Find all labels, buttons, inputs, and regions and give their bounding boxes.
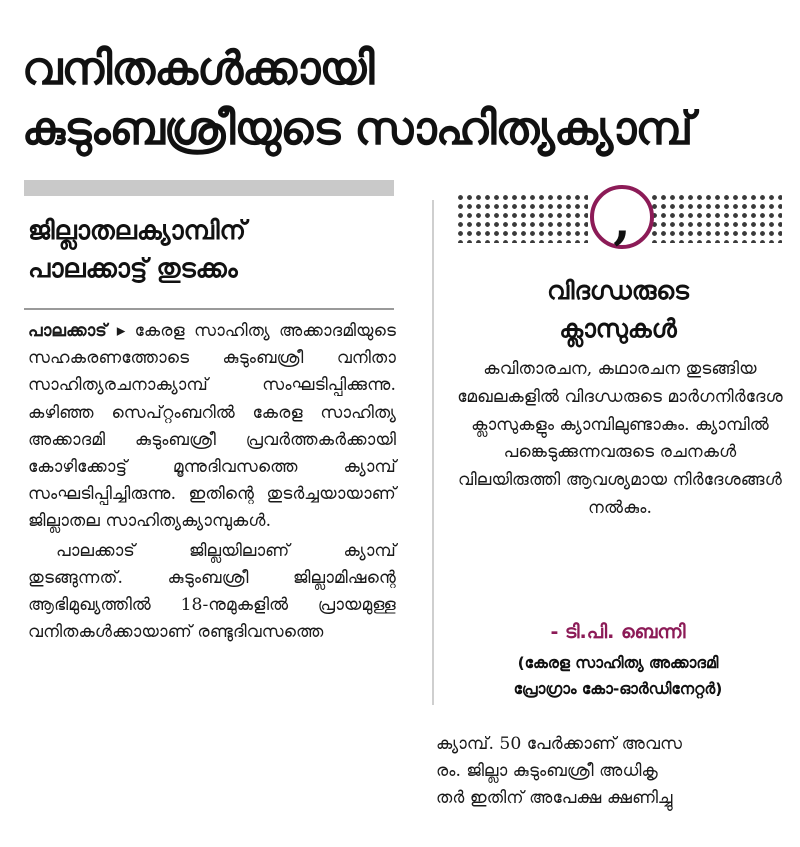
sidebar-quote-text: കവിതാരചന, കഥാരചന തുടങ്ങിയ മേഖലകളിൽ വിദഗ്ധരുടെ മാർഗനിർദേശ ക്ലാസുകളും ക്യാമ്പിലുണ്ടാകും. ക്യാമ്പിൽ പങ്കെടുക്കുന്നവരുടെ രചനകൾ വിലയിരുത്തി ആവശ്യമായ നിർദേശങ്ങൾ നൽകും. <box>457 359 783 518</box>
headline <box>22 38 800 158</box>
article-paragraph-2: പാലക്കാട് ജില്ലയിലാണ് ക്യാമ്പ് തുടങ്ങുന്നത്. കുടുംബശ്രീ ജില്ലാമിഷന്റെ ആഭിമുഖ്യത്തിൽ 18-നുമുകളിൽ പ്രായമുള്ള വനിതകൾക്കായാണ് രണ്ടുദിവസത്തെ <box>28 540 396 643</box>
article-paragraph-1 <box>28 318 396 536</box>
article-body <box>28 318 396 646</box>
continuation-line-2: രം. ജില്ലാ കുടുംബശ്രീ അധികൃ <box>436 761 658 782</box>
dot-pattern-right <box>650 193 782 243</box>
byline-role-line-2: പ്രോഗ്രാം കോ-ഓർഡിനേറ്റർ) <box>513 680 723 698</box>
headline-line-1: വനിതകൾക്കായി <box>22 41 374 95</box>
headline-line-2: കുടുംബശ്രീയുടെ സാഹിത്യക്യാമ്പ് <box>22 101 693 155</box>
dateline: പാലക്കാട് ▸ <box>28 321 126 341</box>
byline-role <box>448 650 788 702</box>
subhead-divider <box>24 308 394 310</box>
quote-glyph: , <box>613 191 631 250</box>
sidebar-title-line-1: വിദഗ്ധരുടെ <box>547 276 689 305</box>
subheadline <box>28 212 398 288</box>
quote-mark-icon <box>590 185 654 249</box>
subheadline-line-2: പാലക്കാട്ട് തുടക്കം <box>28 254 238 284</box>
sidebar-title-line-2: ക്ലാസുകൾ <box>559 314 677 343</box>
dot-pattern-left <box>456 193 588 243</box>
section-divider-bar <box>24 180 394 196</box>
continuation-line-1: ക്യാമ്പ്. 50 പേർക്കാണ് അവസ <box>436 734 683 754</box>
column-divider <box>432 200 434 705</box>
continuation-line-3: തർ ഇതിന് അപേക്ഷ ക്ഷണിച്ചു <box>436 788 673 809</box>
byline-name: - ടി.പി. ബെന്നി <box>550 621 686 643</box>
byline-role-line-1: (കേരള സാഹിത്യ അക്കാദമി <box>517 654 719 672</box>
article-continuation <box>436 731 800 813</box>
article-paragraph-1-text: കേരള സാഹിത്യ അക്കാദമിയുടെ സഹകരണത്തോടെ കുടുംബശ്രീ വനിതാ സാഹിത്യരചനാക്യാമ്പ് സംഘടിപ്പിക്കുന്നു. കഴിഞ്ഞ സെപ്റ്റംബറിൽ കേരള സാഹിത്യ അക്കാദമി കുടുംബശ്രീ പ്രവർത്തകർക്കായി കോഴിക്കോട്ട് മൂന്നുദിവസത്തെ ക്യാമ്പ് സംഘടിപ്പിച്ചിരുന്നു. ഇതിന്റെ തുടർച്ചയായാണ് ജില്ലാതല സാഹിത്യക്യാമ്പുകൾ. <box>28 321 397 532</box>
subheadline-line-1: ജില്ലാതലക്യാമ്പിന് <box>28 216 247 246</box>
sidebar-title <box>448 272 788 348</box>
